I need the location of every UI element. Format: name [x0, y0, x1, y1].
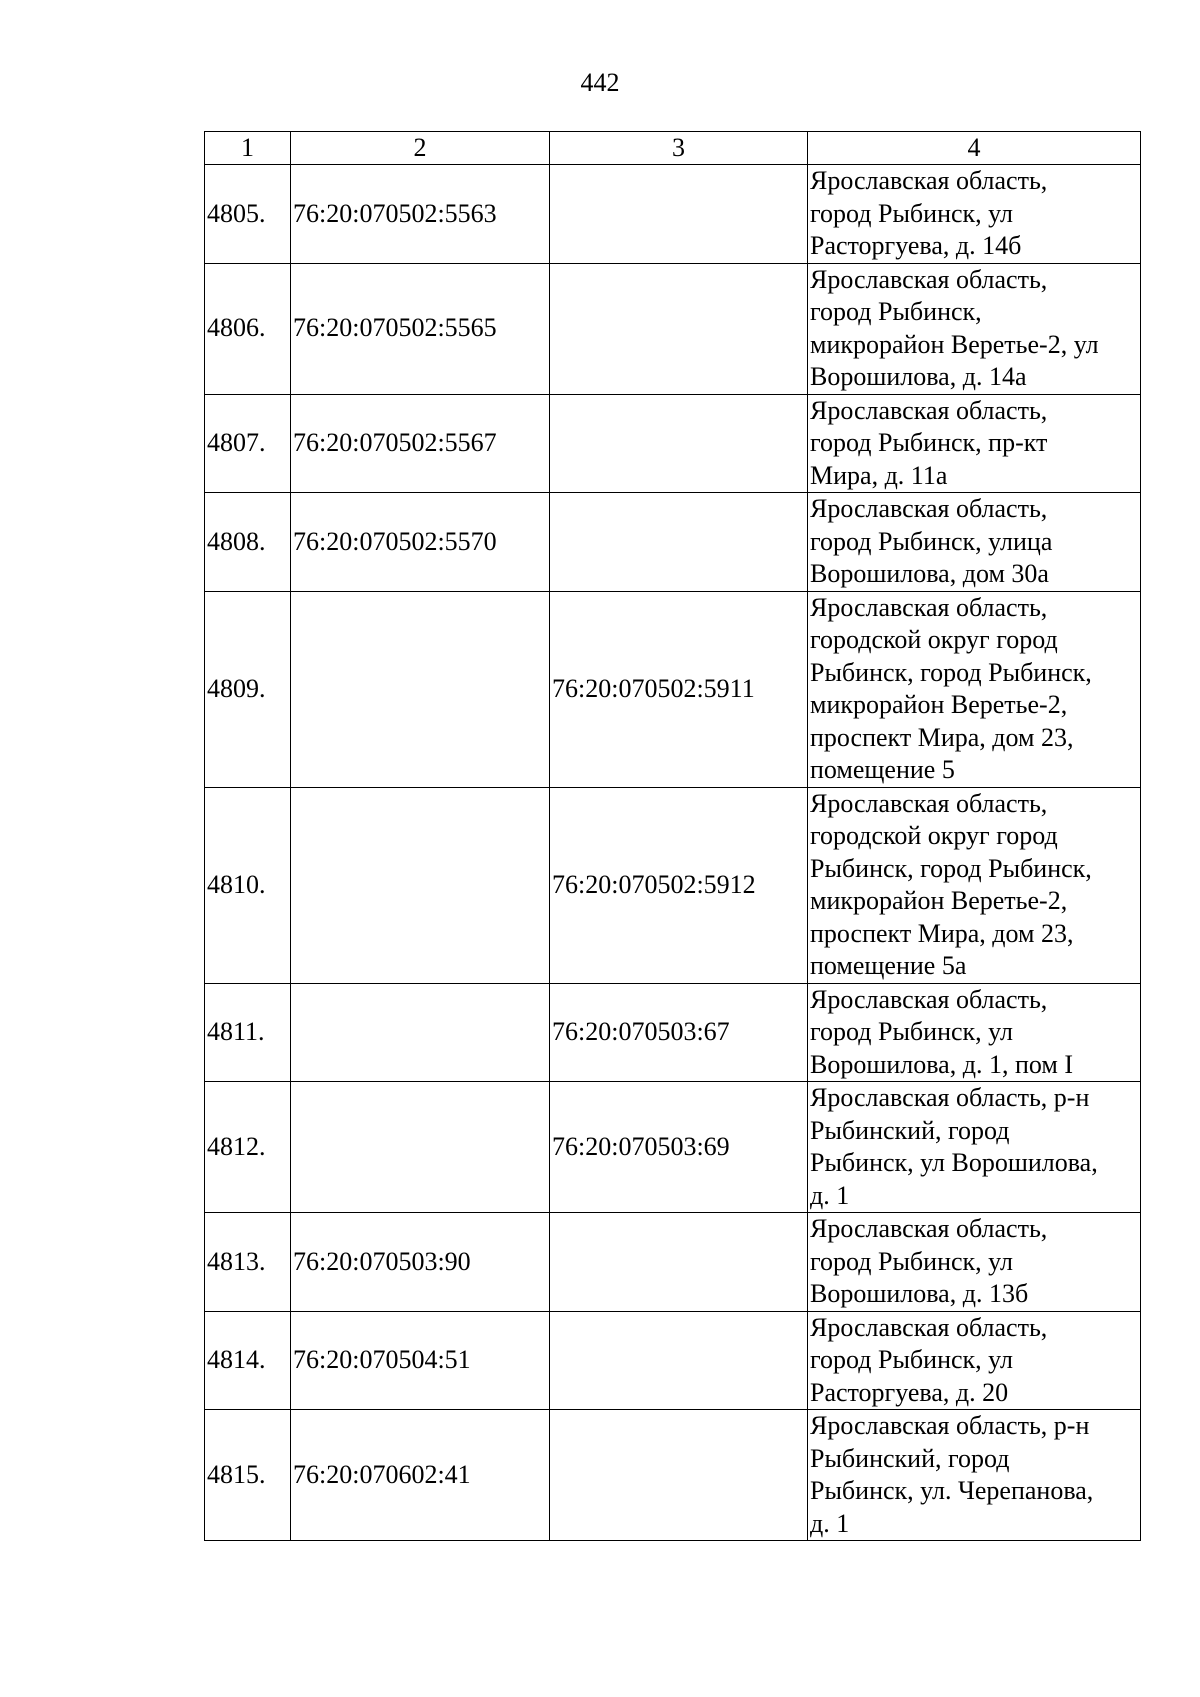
- header-cell-2: 2: [291, 132, 550, 165]
- table-row: [205, 787, 1141, 983]
- cadastral-number-col3: [550, 1311, 808, 1410]
- address-cell: Ярославская область, город Рыбинск, ул Расторгуева, д. 20: [808, 1311, 1141, 1410]
- cadastral-number-col3: 76:20:070503:69: [550, 1082, 808, 1213]
- cadastral-number-col3: 76:20:070502:5912: [550, 787, 808, 983]
- table-row: [205, 1082, 1141, 1213]
- table-row: [205, 165, 1141, 264]
- table-row: [205, 1410, 1141, 1541]
- address-cell: Ярославская область, город Рыбинск, ул Расторгуева, д. 14б: [808, 165, 1141, 264]
- row-number: 4811.: [205, 983, 291, 1082]
- cadastral-number-col2: 76:20:070602:41: [291, 1410, 550, 1541]
- table-row: [205, 1213, 1141, 1312]
- cadastral-number-col2: 76:20:070503:90: [291, 1213, 550, 1312]
- page-number: 442: [580, 68, 620, 97]
- table-row: [205, 263, 1141, 394]
- row-number: 4813.: [205, 1213, 291, 1312]
- address-cell: Ярославская область, город Рыбинск, микрорайон Веретье-2, ул Ворошилова, д. 14а: [808, 263, 1141, 394]
- row-number: 4815.: [205, 1410, 291, 1541]
- cadastral-number-col3: [550, 394, 808, 493]
- row-number: 4812.: [205, 1082, 291, 1213]
- cadastral-number-col3: [550, 165, 808, 264]
- table-row: [205, 983, 1141, 1082]
- table-body: [205, 165, 1141, 1541]
- address-cell: Ярославская область, город Рыбинск, пр-кт Мира, д. 11а: [808, 394, 1141, 493]
- table-row: [205, 591, 1141, 787]
- table-header: [205, 132, 1141, 165]
- address-cell: Ярославская область, р-н Рыбинский, город Рыбинск, ул. Черепанова, д. 1: [808, 1410, 1141, 1541]
- table-row: [205, 394, 1141, 493]
- cadastral-number-col3: [550, 1410, 808, 1541]
- cadastral-number-col2: [291, 1082, 550, 1213]
- row-number: 4814.: [205, 1311, 291, 1410]
- address-cell: Ярославская область, город Рыбинск, ул Ворошилова, д. 1, пом I: [808, 983, 1141, 1082]
- cadastral-number-col3: 76:20:070503:67: [550, 983, 808, 1082]
- table-row: [205, 1311, 1141, 1410]
- address-cell: Ярославская область, городской округ город Рыбинск, город Рыбинск, микрорайон Веретье-2, проспект Мира, дом 23, помещение 5а: [808, 787, 1141, 983]
- cadastral-number-col3: 76:20:070502:5911: [550, 591, 808, 787]
- header-cell-1: 1: [205, 132, 291, 165]
- cadastral-number-col2: 76:20:070502:5567: [291, 394, 550, 493]
- cadastral-number-col2: 76:20:070504:51: [291, 1311, 550, 1410]
- row-number: 4810.: [205, 787, 291, 983]
- cadastral-number-col2: 76:20:070502:5563: [291, 165, 550, 264]
- cadastral-number-col2: 76:20:070502:5565: [291, 263, 550, 394]
- cadastral-number-col2: [291, 591, 550, 787]
- table-row: [205, 493, 1141, 592]
- cadastral-number-col3: [550, 493, 808, 592]
- cadastral-number-col3: [550, 263, 808, 394]
- row-number: 4809.: [205, 591, 291, 787]
- cadastral-number-col2: [291, 787, 550, 983]
- address-cell: Ярославская область, город Рыбинск, улица Ворошилова, дом 30а: [808, 493, 1141, 592]
- row-number: 4806.: [205, 263, 291, 394]
- header-cell-3: 3: [550, 132, 808, 165]
- row-number: 4807.: [205, 394, 291, 493]
- header-cell-4: 4: [808, 132, 1141, 165]
- cadastral-number-col2: 76:20:070502:5570: [291, 493, 550, 592]
- address-cell: Ярославская область, город Рыбинск, ул Ворошилова, д. 13б: [808, 1213, 1141, 1312]
- row-number: 4805.: [205, 165, 291, 264]
- row-number: 4808.: [205, 493, 291, 592]
- address-cell: Ярославская область, р-н Рыбинский, город Рыбинск, ул Ворошилова, д. 1: [808, 1082, 1141, 1213]
- address-cell: Ярославская область, городской округ город Рыбинск, город Рыбинск, микрорайон Веретье-2, проспект Мира, дом 23, помещение 5: [808, 591, 1141, 787]
- cadastral-number-col3: [550, 1213, 808, 1312]
- registry-table: [204, 131, 1141, 1541]
- header-row: [205, 132, 1141, 165]
- cadastral-number-col2: [291, 983, 550, 1082]
